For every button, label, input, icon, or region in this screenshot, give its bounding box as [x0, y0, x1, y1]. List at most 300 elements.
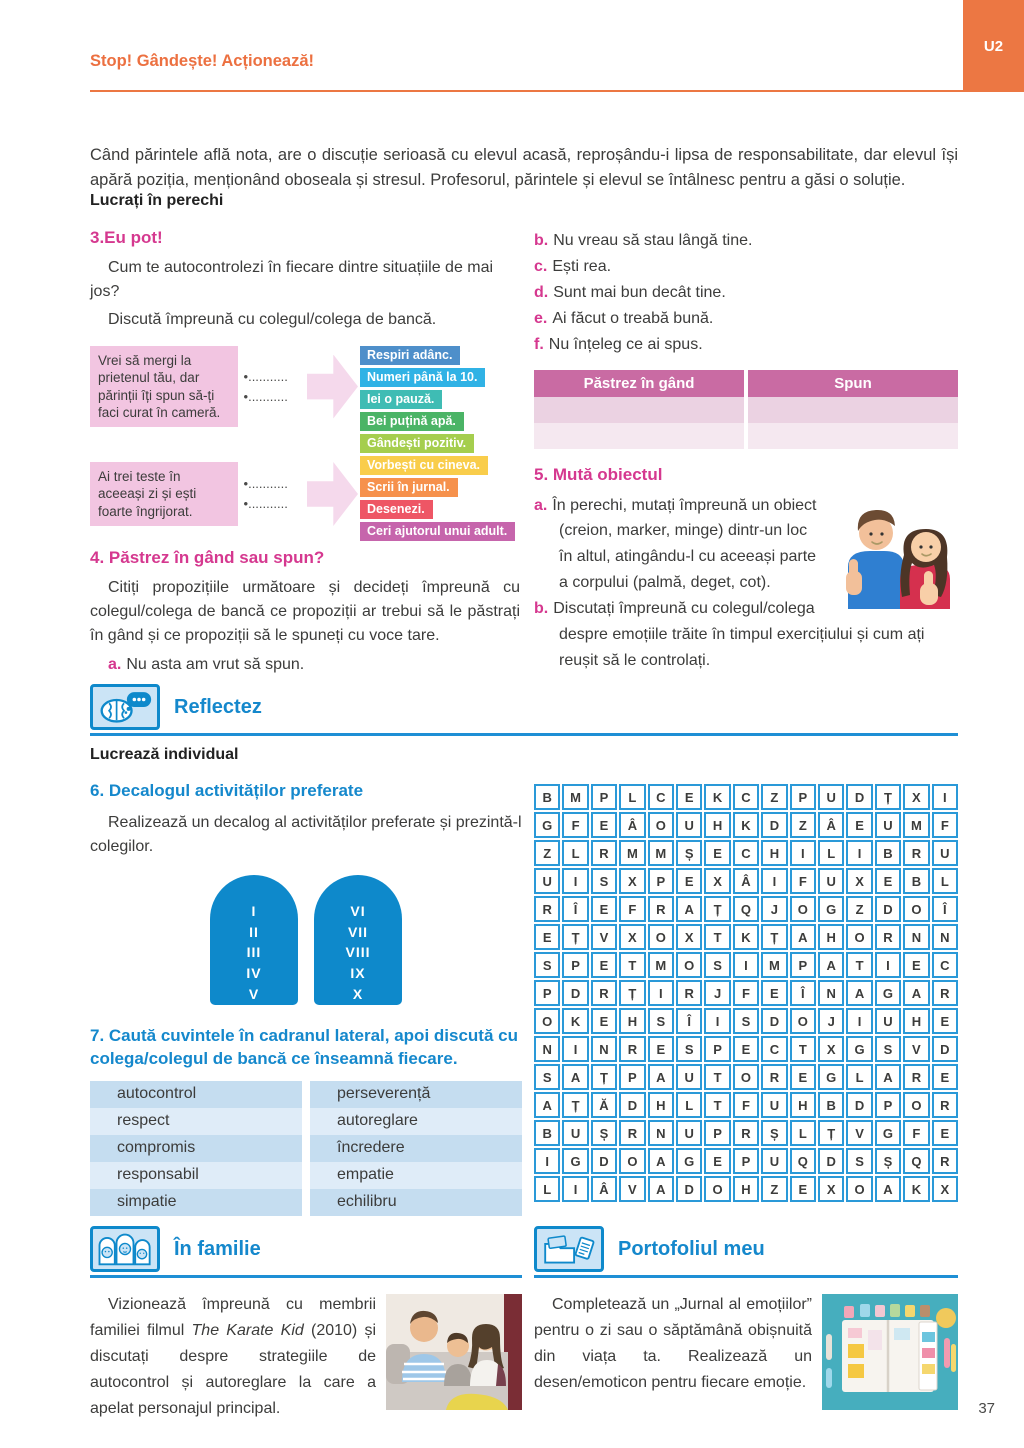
letter-cell: S [591, 868, 617, 894]
letter-cell: P [562, 952, 588, 978]
roman-numeral: IX [350, 965, 366, 982]
sentence-text: Ești rea. [552, 257, 612, 275]
letter-cell: Q [733, 896, 759, 922]
letter-cell: E [591, 896, 617, 922]
letter-cell: A [648, 1148, 674, 1174]
list-item-text: Discutați împreună cu colegul/colega despre emoțiile trăite în timpul exercițiului și cum ați reușit să le controlați. [553, 600, 925, 669]
strategy-strips [360, 346, 520, 544]
sentence-letter: d. [534, 283, 549, 301]
letter-cell: B [534, 1120, 560, 1146]
letter-cell: G [875, 980, 901, 1006]
letter-cell: U [932, 840, 958, 866]
word-row [90, 1135, 522, 1162]
letter-cell: Z [790, 812, 816, 838]
portfolio-banner-title: Portofoliul meu [618, 1237, 765, 1260]
letter-cell: G [818, 896, 844, 922]
table-row [534, 397, 958, 423]
letter-cell: Z [761, 784, 787, 810]
portfolio-text-body: Completează un „Jurnal al emoțiilor” pentru o zi sau o săptămână obișnuită din viața ta. Realizează un desen/emoticon pentru fiecare emoție. [534, 1296, 812, 1391]
letter-cell: E [790, 1176, 816, 1202]
family-text [90, 1292, 522, 1422]
word-cell: simpatie [90, 1189, 302, 1216]
letter-cell: M [648, 952, 674, 978]
letter-cell: H [704, 812, 730, 838]
letter-cell: E [534, 924, 560, 950]
letter-cell: N [818, 980, 844, 1006]
letter-cell: R [591, 840, 617, 866]
letter-cell: L [676, 1092, 702, 1118]
letter-cell: P [733, 1148, 759, 1174]
word-list-table [90, 1081, 522, 1216]
situation-row [90, 462, 358, 526]
letter-cell: M [648, 840, 674, 866]
family-text-before: Vizionează împreună cu membrii familiei filmul [90, 1296, 376, 1339]
situation-bullets [244, 474, 305, 514]
letter-cell: U [875, 1008, 901, 1034]
word-cell: compromis [90, 1135, 302, 1162]
letter-cell: L [619, 784, 645, 810]
letter-cell: I [562, 1036, 588, 1062]
sentence-letter: b. [534, 232, 549, 249]
table-header-say: Spun [748, 370, 958, 397]
word-row [90, 1189, 522, 1216]
activity6-title: 6. Decalogul activităților preferate [90, 781, 364, 800]
letter-cell: B [818, 1092, 844, 1118]
letter-cell: I [648, 980, 674, 1006]
family-section [90, 1226, 522, 1438]
letter-cell: E [932, 1064, 958, 1090]
letter-cell: E [761, 980, 787, 1006]
letter-cell: U [818, 784, 844, 810]
letter-cell: E [790, 1064, 816, 1090]
letter-cell: E [846, 812, 872, 838]
letter-cell: O [648, 924, 674, 950]
letter-cell: X [818, 1036, 844, 1062]
letter-cell: D [846, 784, 872, 810]
strategy-strip: Respiri adânc. [360, 346, 460, 365]
word-cell: perseverență [310, 1081, 522, 1108]
activity5-title: 5. Mută obiectul [534, 464, 663, 484]
header-rule [90, 90, 1024, 92]
letter-cell: Î [562, 896, 588, 922]
letter-cell: P [704, 1120, 730, 1146]
letter-cell: K [733, 924, 759, 950]
letter-cell: F [733, 980, 759, 1006]
letter-cell: J [818, 1008, 844, 1034]
page-number: 37 [978, 1400, 995, 1417]
work-mode-individual: Lucrează individual [90, 746, 239, 763]
letter-cell: A [875, 1064, 901, 1090]
letter-cell: E [903, 952, 929, 978]
letter-cell: R [619, 1036, 645, 1062]
letter-cell: V [591, 924, 617, 950]
column-lower-left [90, 780, 522, 1216]
word-cell: autoreglare [310, 1108, 522, 1135]
word-cell: încredere [310, 1135, 522, 1162]
letter-cell: O [846, 924, 872, 950]
letter-cell: D [761, 1008, 787, 1034]
activity3-title: 3.Eu pot! [90, 228, 163, 247]
portfolio-text [534, 1292, 958, 1396]
letter-cell: S [875, 1036, 901, 1062]
letter-cell: Ș [591, 1120, 617, 1146]
letter-cell: E [875, 868, 901, 894]
letter-cell: U [534, 868, 560, 894]
letter-cell: J [761, 896, 787, 922]
sentence-item [534, 306, 958, 332]
letter-cell: O [846, 1176, 872, 1202]
letter-cell: V [903, 1036, 929, 1062]
unit-tab: U2 [963, 0, 1024, 92]
sentence-item [108, 652, 520, 678]
letter-cell: E [676, 784, 702, 810]
letter-cell: I [534, 1148, 560, 1174]
letter-cell: R [619, 1120, 645, 1146]
letter-cell: F [562, 812, 588, 838]
letter-cell: P [790, 784, 816, 810]
letter-cell: X [932, 1176, 958, 1202]
decalogue-tablet [314, 875, 402, 1005]
letter-cell: Ț [875, 784, 901, 810]
sentence-text: Sunt mai bun decât tine. [553, 283, 726, 301]
letter-cell: Â [818, 812, 844, 838]
letter-cell: E [591, 952, 617, 978]
letter-cell: S [534, 1064, 560, 1090]
letter-cell: R [903, 1064, 929, 1090]
situation-box: Vrei să mergi la prietenul tău, dar părinții îți spun să-ți faci curat în cameră. [90, 346, 238, 427]
letter-cell: A [676, 896, 702, 922]
letter-cell: V [846, 1120, 872, 1146]
letter-cell: H [733, 1176, 759, 1202]
letter-cell: O [676, 952, 702, 978]
letter-cell: Ț [761, 924, 787, 950]
letter-cell: A [648, 1176, 674, 1202]
letter-cell: S [704, 952, 730, 978]
situation-bullets [244, 367, 305, 407]
letter-cell: L [846, 1064, 872, 1090]
bullet-line: •........... [243, 368, 288, 384]
letter-cell: P [591, 784, 617, 810]
letter-cell: H [903, 1008, 929, 1034]
letter-cell: R [591, 980, 617, 1006]
letter-cell: U [562, 1120, 588, 1146]
decalogue-tablets [90, 875, 522, 1005]
letter-cell: D [761, 812, 787, 838]
letter-cell: H [790, 1092, 816, 1118]
sentence-item [534, 254, 958, 280]
sentence-item [534, 280, 958, 306]
letter-cell: Ț [591, 1064, 617, 1090]
letter-cell: F [619, 896, 645, 922]
letter-cell: F [733, 1092, 759, 1118]
letter-cell: R [733, 1120, 759, 1146]
letter-cell: Â [619, 812, 645, 838]
letter-cell: J [704, 980, 730, 1006]
letter-cell: S [846, 1148, 872, 1174]
letter-cell: T [704, 924, 730, 950]
letter-cell: M [562, 784, 588, 810]
letter-cell: O [790, 896, 816, 922]
letter-cell: O [704, 1176, 730, 1202]
strategy-strip: Bei puțină apă. [360, 412, 464, 431]
photo-kids-thumbs-up [834, 495, 958, 609]
sentence-letter: f. [534, 335, 544, 353]
activity3-instruction: Discută împreună cu colegul/colega de bancă. [108, 311, 437, 328]
letter-cell: L [932, 868, 958, 894]
letter-cell: K [733, 812, 759, 838]
sentence-text: Nu vreau să stau lângă tine. [553, 232, 753, 249]
table-row [534, 423, 958, 449]
letter-cell: T [790, 1036, 816, 1062]
letter-cell: M [619, 840, 645, 866]
letter-cell: A [903, 980, 929, 1006]
letter-cell: Z [534, 840, 560, 866]
bullet-line: •........... [243, 476, 288, 491]
letter-cell: A [534, 1092, 560, 1118]
letter-cell: E [733, 1036, 759, 1062]
letter-cell: U [761, 1148, 787, 1174]
letter-cell: I [875, 952, 901, 978]
letter-cell: E [932, 1008, 958, 1034]
letter-cell: Ț [818, 1120, 844, 1146]
keep-or-say-table [534, 370, 958, 449]
letter-cell: Î [676, 1008, 702, 1034]
strategy-strip: Vorbești cu cineva. [360, 456, 488, 475]
letter-cell: C [932, 952, 958, 978]
family-icon [90, 1226, 160, 1272]
intro-paragraph: Când părintele află nota, are o discuție serioasă cu elevul acasă, reproșându-i lipsa de responsabilitate, dar elevul își apără poziția, menționând oboseala și stresul. Profesorul, părintele și elevul se întâlnesc pentru a găsi o soluție. [90, 145, 958, 190]
letter-cell: H [619, 1008, 645, 1034]
bullet-line: •........... [243, 388, 288, 404]
letter-cell: E [704, 1148, 730, 1174]
letter-cell: G [846, 1036, 872, 1062]
letter-cell: A [648, 1064, 674, 1090]
letter-cell: X [619, 868, 645, 894]
list-item-text: În perechi, mutați împreună un obiect (creion, marker, minge) dintr-un loc în altul, atingându-l cu aceeași parte a corpului (palmă, deget, cot). [552, 496, 817, 592]
situation-box: Ai trei teste în aceeași zi și ești foarte îngrijorat. [90, 462, 238, 526]
letter-cell: I [846, 1008, 872, 1034]
letter-cell: X [818, 1176, 844, 1202]
letter-cell: L [534, 1176, 560, 1202]
letter-cell: Î [790, 980, 816, 1006]
letter-cell: O [903, 896, 929, 922]
letter-cell: A [846, 980, 872, 1006]
letter-cell: B [534, 784, 560, 810]
letter-cell: Ț [704, 896, 730, 922]
letter-cell: S [534, 952, 560, 978]
portfolio-section [534, 1226, 958, 1416]
letter-cell: G [534, 812, 560, 838]
work-mode-pairs: Lucrați în perechi [90, 192, 224, 209]
page-header-title: Stop! Gândește! Acționează! [90, 52, 314, 70]
letter-cell: Â [733, 868, 759, 894]
letter-cell: Ș [761, 1120, 787, 1146]
letter-cell: P [704, 1036, 730, 1062]
letter-cell: A [818, 952, 844, 978]
table-header-row [534, 370, 958, 397]
letter-cell: U [875, 812, 901, 838]
letter-cell: H [761, 840, 787, 866]
portfolio-folder-icon [534, 1226, 604, 1272]
word-cell: respect [90, 1108, 302, 1135]
table-header-keep: Păstrez în gând [534, 370, 744, 397]
letter-cell: E [676, 868, 702, 894]
roman-numeral: V [248, 985, 260, 1002]
letter-cell: Ș [676, 840, 702, 866]
situation-row [90, 346, 358, 427]
roman-numeral: I [251, 902, 257, 919]
letter-cell: H [818, 924, 844, 950]
letter-cell: O [619, 1148, 645, 1174]
letter-cell: Ș [875, 1148, 901, 1174]
letter-cell: S [648, 1008, 674, 1034]
sentence-text: Nu asta am vrut să spun. [126, 656, 305, 673]
letter-cell: Î [932, 896, 958, 922]
letter-cell: D [932, 1036, 958, 1062]
letter-cell: P [875, 1092, 901, 1118]
letter-cell: O [733, 1064, 759, 1090]
letter-cell: K [704, 784, 730, 810]
letter-cell: E [648, 1036, 674, 1062]
letter-cell: I [562, 1176, 588, 1202]
activity4-title: 4. Păstrez în gând sau spun? [90, 548, 325, 567]
letter-cell: S [676, 1036, 702, 1062]
letter-cell: R [676, 980, 702, 1006]
sentence-item [534, 228, 958, 254]
letter-cell: H [648, 1092, 674, 1118]
letter-cell: D [676, 1176, 702, 1202]
letter-cell: T [619, 952, 645, 978]
word-cell: autocontrol [90, 1081, 302, 1108]
letter-cell: U [676, 1064, 702, 1090]
letter-cell: A [875, 1176, 901, 1202]
letter-cell: X [676, 924, 702, 950]
letter-cell: I [761, 868, 787, 894]
photo-emotion-journal [822, 1294, 958, 1410]
activity7-title: 7. Caută cuvintele în cadranul lateral, apoi discută cu colega/colegul de bancă ce înseamnă fiecare. [90, 1025, 518, 1068]
letter-cell: I [733, 952, 759, 978]
letter-cell: R [903, 840, 929, 866]
letter-cell: X [903, 784, 929, 810]
letter-cell: P [534, 980, 560, 1006]
letter-cell: L [562, 840, 588, 866]
roman-numeral: X [352, 985, 364, 1002]
letter-cell: U [676, 812, 702, 838]
list-item-letter: a. [534, 496, 548, 514]
letter-cell: P [619, 1064, 645, 1090]
list-item [534, 493, 958, 597]
list-item-letter: b. [534, 600, 549, 618]
reflect-banner-title: Reflectez [174, 695, 262, 718]
letter-cell: F [903, 1120, 929, 1146]
letter-cell: Ț [562, 1092, 588, 1118]
roman-numeral: IV [246, 965, 262, 982]
letter-cell: N [591, 1036, 617, 1062]
letter-cell: X [619, 924, 645, 950]
letter-cell: I [704, 1008, 730, 1034]
letter-cell: U [818, 868, 844, 894]
letter-cell: I [562, 868, 588, 894]
word-cell: responsabil [90, 1162, 302, 1189]
roman-numeral: VII [347, 923, 369, 940]
strategy-strip: Ceri ajutorul unui adult. [360, 522, 515, 541]
word-row [90, 1108, 522, 1135]
letter-cell: L [818, 840, 844, 866]
letter-cell: N [903, 924, 929, 950]
column-upper-left [90, 228, 520, 678]
letter-cell: D [875, 896, 901, 922]
letter-cell: O [790, 1008, 816, 1034]
letter-cell: Q [903, 1148, 929, 1174]
sentence-text: Nu înțeleg ce ai spus. [548, 335, 703, 353]
letter-cell: Ț [619, 980, 645, 1006]
letter-cell: A [562, 1064, 588, 1090]
letter-cell: G [818, 1064, 844, 1090]
arrow-right-icon [307, 462, 358, 526]
letter-cell: Ț [562, 924, 588, 950]
column-upper-right [534, 228, 958, 674]
letter-cell: Ă [591, 1092, 617, 1118]
letter-cell: O [903, 1092, 929, 1118]
bullet-line: •........... [243, 496, 288, 511]
letter-cell: E [932, 1120, 958, 1146]
letter-cell: A [790, 924, 816, 950]
letter-cell: U [761, 1092, 787, 1118]
letter-cell: E [704, 840, 730, 866]
letter-cell: D [619, 1092, 645, 1118]
strategy-strip: Desenezi. [360, 500, 433, 519]
letter-cell: D [846, 1092, 872, 1118]
photo-family-watching [386, 1294, 522, 1410]
letter-cell: C [648, 784, 674, 810]
letter-cell: X [704, 868, 730, 894]
activity4-instruction: Citiți propozițiile următoare și decideți împreună cu colegul/colega de bancă ce propoziții ar trebui să le păstrați în gând și ce propoziții să le spuneți cu voce tare. [90, 579, 520, 644]
letter-cell: Â [591, 1176, 617, 1202]
reflect-banner [90, 684, 958, 736]
letter-cell: D [591, 1148, 617, 1174]
letter-cell: R [648, 896, 674, 922]
roman-numeral: VIII [345, 944, 371, 961]
word-row [90, 1081, 522, 1108]
letter-cell: G [562, 1148, 588, 1174]
letter-cell: X [846, 868, 872, 894]
letter-cell: F [790, 868, 816, 894]
family-text-after: (2010) și discutați despre strategiile de autocontrol și autoreglare la care a apelat personajul principal. [90, 1321, 376, 1417]
letter-cell: U [676, 1120, 702, 1146]
letter-cell: I [846, 840, 872, 866]
letter-cell: M [761, 952, 787, 978]
strategy-strip: Gândești pozitiv. [360, 434, 474, 453]
sentence-text: Ai făcut o treabă bună. [552, 309, 714, 327]
portfolio-banner [534, 1226, 958, 1278]
family-text-movie: The Karate Kid [191, 1321, 304, 1339]
letter-cell: K [903, 1176, 929, 1202]
decalogue-tablet [210, 875, 298, 1005]
letter-cell: M [903, 812, 929, 838]
word-search-grid [534, 784, 958, 1202]
letter-cell: E [591, 812, 617, 838]
letter-cell: V [619, 1176, 645, 1202]
letter-cell: E [591, 1008, 617, 1034]
letter-cell: D [818, 1148, 844, 1174]
letter-cell: O [648, 812, 674, 838]
letter-cell: D [562, 980, 588, 1006]
letter-cell: T [704, 1092, 730, 1118]
letter-cell: N [534, 1036, 560, 1062]
situations-diagram [90, 346, 520, 538]
strategy-strip: Scrii în jurnal. [360, 478, 458, 497]
letter-cell: N [648, 1120, 674, 1146]
